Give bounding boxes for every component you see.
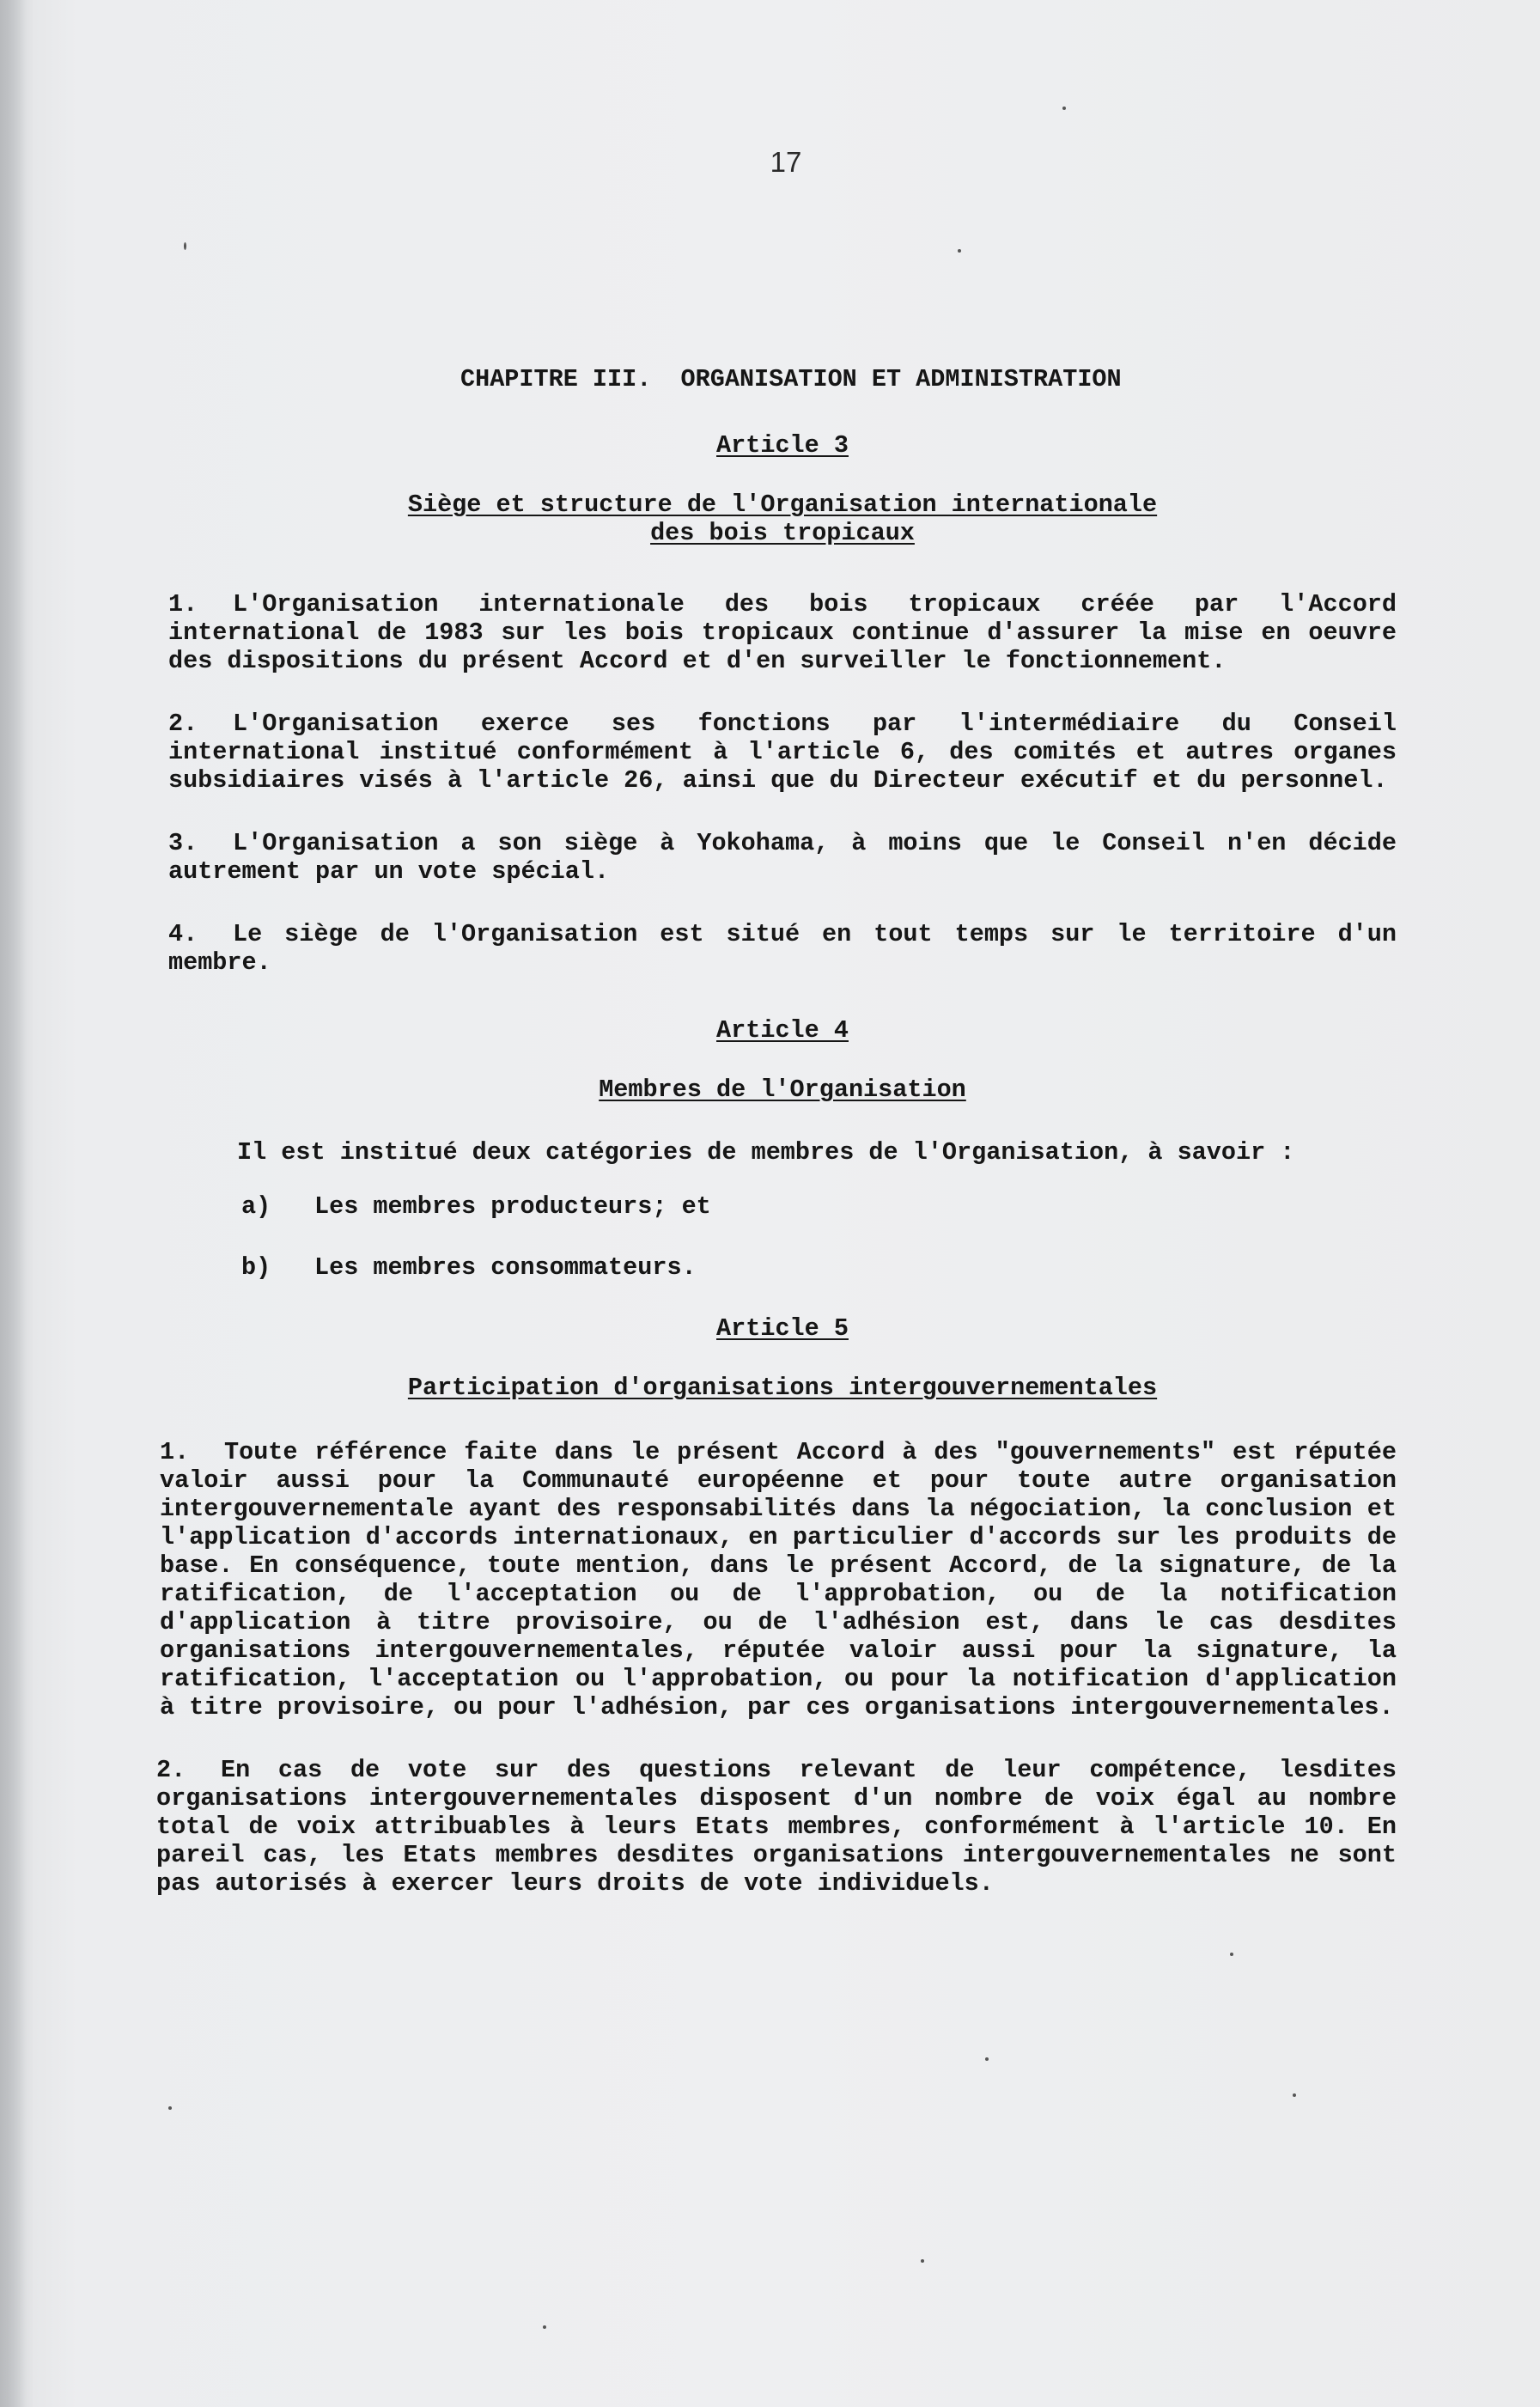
list-item-text: Les membres producteurs; et [314, 1192, 711, 1221]
article-4-heading: Article 4 [716, 1016, 849, 1045]
article-3-paragraph-2 [168, 710, 1397, 795]
scan-speck [1062, 107, 1066, 110]
list-marker: b) [241, 1253, 271, 1282]
article-3-subtitle-line2: des bois tropicaux [650, 519, 915, 547]
scan-speck [1293, 2093, 1296, 2097]
list-item-text: Les membres consommateurs. [314, 1253, 697, 1282]
document-body [156, 365, 1397, 1932]
article-3-subtitle-line1: Siège et structure de l'Organisation internationale [407, 491, 1158, 519]
list-marker: a) [241, 1192, 271, 1221]
article-3-section [168, 431, 1397, 977]
paragraph-number: 2. [168, 710, 198, 738]
article-3-heading: Article 3 [716, 431, 849, 460]
article-5-heading: Article 5 [716, 1314, 849, 1343]
article-4-section [168, 1016, 1397, 1282]
paragraph-text: En cas de vote sur des questions relevant de leur compétence, lesdites organisations intergouvernementales disposent d'un nombre de voix égal au nombre total de voix attribuables à leurs Etats membres, conformément à l'article 10. En pareil cas, les Etats membres desdites organisations intergouvernementales ne sont pas autorisés à exercer leurs droits de vote individuels. [156, 1756, 1397, 1898]
article-5-subtitle: Participation d'organisations intergouvernementales [407, 1374, 1158, 1402]
article-4-subtitle: Membres de l'Organisation [599, 1076, 966, 1104]
article-3-paragraph-1 [168, 590, 1397, 675]
scan-speck [1230, 1953, 1233, 1956]
paragraph-number: 3. [168, 829, 198, 857]
article-4-item-b [241, 1253, 1397, 1282]
paragraph-number: 2. [156, 1756, 186, 1784]
article-4-item-a [241, 1192, 1397, 1221]
scan-speck [184, 242, 186, 250]
chapter-title: CHAPITRE III. ORGANISATION ET ADMINISTRATION [460, 365, 1122, 393]
paragraph-number: 1. [168, 590, 198, 619]
article-5-paragraph-2 [156, 1756, 1397, 1898]
scan-speck [985, 2057, 989, 2061]
article-3-paragraph-3 [168, 829, 1397, 886]
article-3-paragraph-4 [168, 920, 1397, 977]
paragraph-text: L'Organisation exerce ses fonctions par l'intermédiaire du Conseil international institué conformément à l'article 6, des comités et autres organes subsidiaires visés à l'article 26, ainsi que du Directeur exécutif et du personnel. [168, 710, 1397, 795]
paragraph-number: 4. [168, 920, 198, 948]
scan-speck [958, 249, 961, 253]
paragraph-text: L'Organisation a son siège à Yokohama, à moins que le Conseil n'en décide autrement par un vote spécial. [168, 829, 1397, 886]
paragraph-text: L'Organisation internationale des bois tropicaux créée par l'Accord international de 1983 sur les bois tropicaux continue d'assurer la mise en oeuvre des dispositions du présent Accord et d'en surveiller le fonctionnement. [168, 590, 1397, 675]
scan-speck [921, 2259, 924, 2263]
page-number: 17 [770, 146, 802, 178]
paragraph-text: Le siège de l'Organisation est situé en tout temps sur le territoire d'un membre. [168, 920, 1397, 977]
article-5-paragraph-1 [160, 1438, 1397, 1721]
paragraph-number: 1. [160, 1438, 190, 1466]
paragraph-text: Toute référence faite dans le présent Accord à des "gouvernements" est réputée valoir aussi pour la Communauté européenne et pour toute autre organisation intergouvernementale ayant des responsabilités dans la négociation, la conclusion et l'application d'accords internationaux, en particulier d'accords sur les produits de base. En conséquence, toute mention, dans le présent Accord, de la signature, de la ratification, de l'acceptation ou de l'approbation, ou de la notification d'application à titre provisoire, ou de l'adhésion est, dans le cas desdites organisations intergouvernementales, réputée valoir aussi pour la signature, la ratification, l'acceptation ou l'approbation, ou pour la notification d'application à titre provisoire, ou pour l'adhésion, par ces organisations intergouvernementales. [160, 1438, 1397, 1721]
scan-speck [168, 2106, 172, 2110]
article-4-intro: Il est institué deux catégories de membres de l'Organisation, à savoir : [237, 1138, 1295, 1167]
article-5-section [156, 1314, 1397, 1898]
scan-speck [543, 2325, 546, 2329]
